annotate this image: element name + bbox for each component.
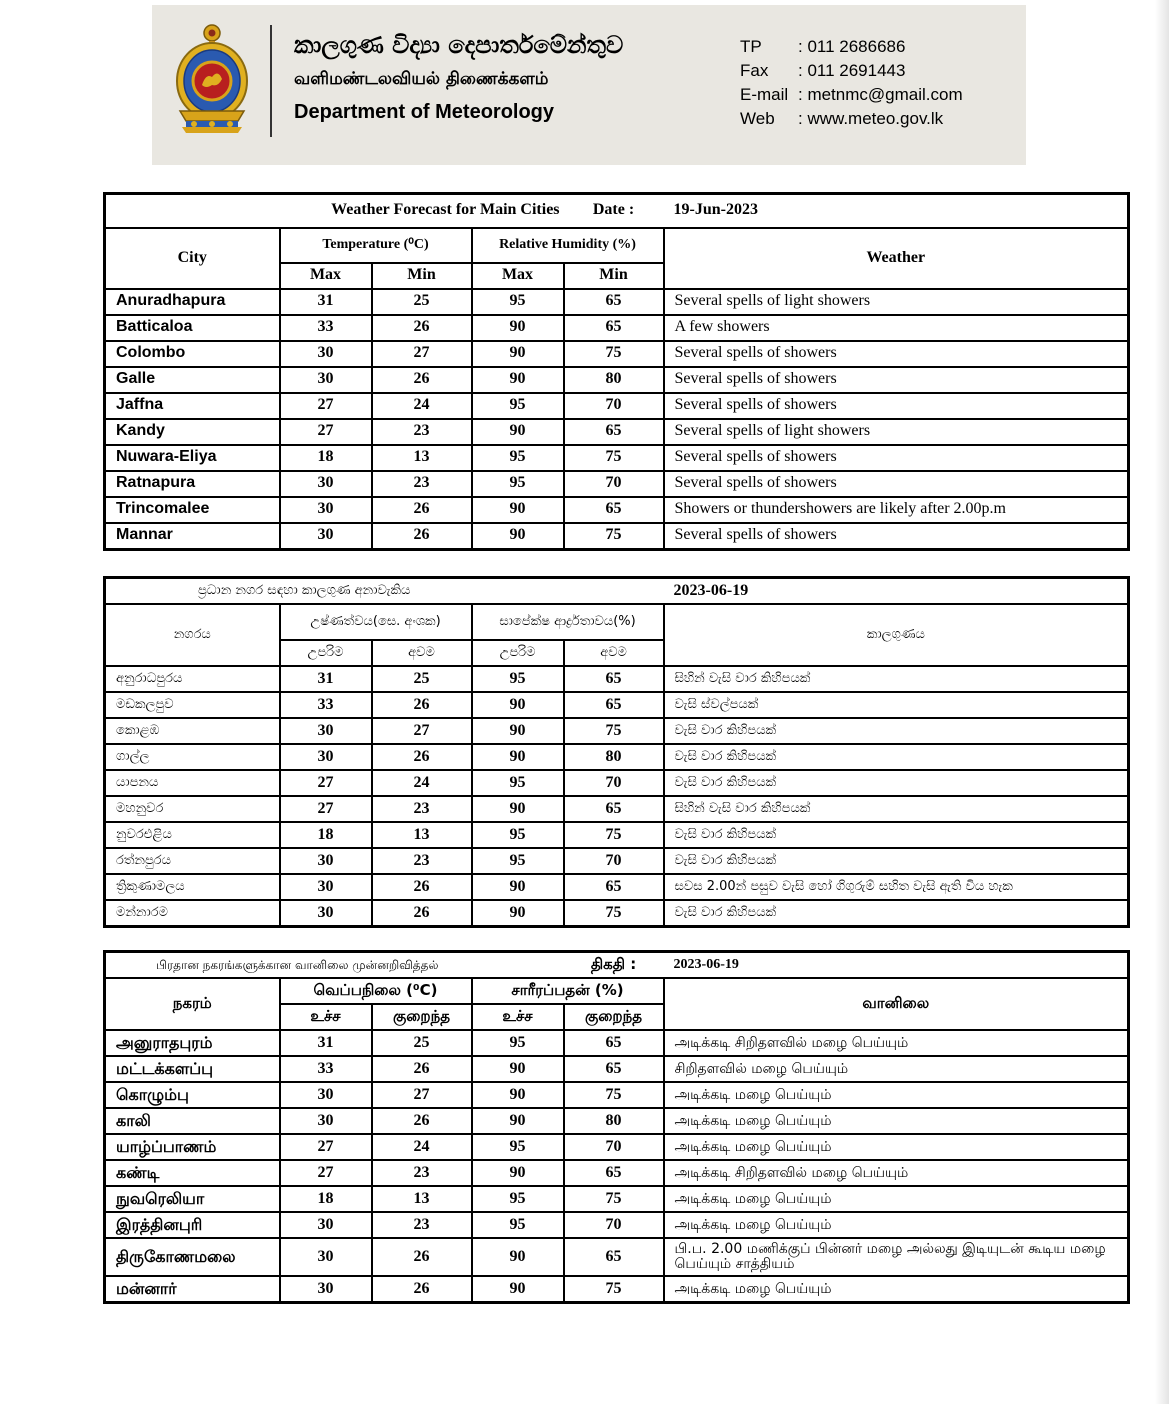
temp-min-cell: 23: [372, 848, 472, 874]
table-row: [105, 1134, 1129, 1160]
humidity-min-cell: 65: [564, 315, 664, 341]
col-header-rh-min: අවම: [564, 640, 664, 666]
temp-max-cell: 31: [280, 666, 372, 692]
humidity-min-cell: 80: [564, 1108, 664, 1134]
weather-cell: Several spells of light showers: [664, 419, 1129, 445]
humidity-max-cell: 90: [472, 1082, 564, 1108]
date-label: திகதி :: [564, 952, 664, 979]
table-row: [105, 848, 1129, 874]
humidity-max-cell: 90: [472, 367, 564, 393]
department-name-sinhala: කාලගුණ විද්‍යා දෙපාර්තමේන්තුව: [294, 31, 624, 59]
temp-min-cell: 26: [372, 523, 472, 550]
forecast-table-tamil: [103, 950, 1130, 1304]
col-header-temp-max: Max: [280, 263, 372, 289]
temp-min-cell: 27: [372, 1082, 472, 1108]
weather-cell: அடிக்கடி மழை பெய்யும்: [664, 1082, 1129, 1108]
humidity-min-cell: 75: [564, 341, 664, 367]
humidity-max-cell: 95: [472, 1030, 564, 1056]
humidity-max-cell: 95: [472, 445, 564, 471]
temp-min-cell: 24: [372, 770, 472, 796]
humidity-min-cell: 75: [564, 1082, 664, 1108]
weather-cell: அடிக்கடி மழை பெய்யும்: [664, 1134, 1129, 1160]
humidity-max-cell: 90: [472, 900, 564, 927]
contact-label: E-mail: [740, 85, 789, 104]
city-cell: Jaffna: [105, 393, 280, 419]
contact-web: [740, 107, 963, 131]
temp-max-cell: 33: [280, 692, 372, 718]
temp-max-cell: 33: [280, 1056, 372, 1082]
temp-max-cell: 30: [280, 1108, 372, 1134]
humidity-max-cell: 90: [472, 718, 564, 744]
humidity-max-cell: 95: [472, 393, 564, 419]
humidity-min-cell: 70: [564, 770, 664, 796]
city-cell: ගාල්ල: [105, 744, 280, 770]
city-cell: යාපනය: [105, 770, 280, 796]
col-header-city: நகரம்: [105, 978, 280, 1030]
city-cell: Trincomalee: [105, 497, 280, 523]
contact-phone: [740, 35, 963, 59]
city-cell: Mannar: [105, 523, 280, 550]
page-edge-shadow: [1155, 0, 1169, 1404]
humidity-min-cell: 70: [564, 1212, 664, 1238]
city-cell: මහනුවර: [105, 796, 280, 822]
humidity-max-cell: 90: [472, 315, 564, 341]
temp-min-cell: 26: [372, 1238, 472, 1276]
weather-cell: Several spells of light showers: [664, 289, 1129, 315]
temp-max-cell: 33: [280, 315, 372, 341]
humidity-min-cell: 75: [564, 1186, 664, 1212]
contact-value[interactable]: : metnmc@gmail.com: [798, 85, 963, 104]
table-row: [105, 341, 1129, 367]
temp-min-cell: 26: [372, 874, 472, 900]
table-row: [105, 744, 1129, 770]
weather-cell: වැසි වාර කිහිපයක්: [664, 848, 1129, 874]
col-header-humidity: Relative Humidity (%): [472, 228, 664, 263]
humidity-max-cell: 95: [472, 848, 564, 874]
col-header-temp-max: உச்ச: [280, 1004, 372, 1030]
department-name-tamil: வளிமண்டலவியல் திணைக்களம்: [294, 69, 549, 89]
table-row: [105, 523, 1129, 550]
humidity-max-cell: 90: [472, 744, 564, 770]
city-cell: கண்டி: [105, 1160, 280, 1186]
temp-min-cell: 13: [372, 822, 472, 848]
humidity-min-cell: 65: [564, 1160, 664, 1186]
temp-max-cell: 30: [280, 874, 372, 900]
col-header-weather: කාලගුණය: [664, 604, 1129, 666]
city-cell: රත්නපුරය: [105, 848, 280, 874]
contact-value: : 011 2691443: [798, 61, 906, 80]
temp-max-cell: 30: [280, 1238, 372, 1276]
weather-cell: அடிக்கடி சிறிதளவில் மழை பெய்யும்: [664, 1030, 1129, 1056]
city-cell: Batticaloa: [105, 315, 280, 341]
humidity-max-cell: 90: [472, 1276, 564, 1303]
temp-max-cell: 30: [280, 497, 372, 523]
humidity-max-cell: 90: [472, 796, 564, 822]
humidity-min-cell: 75: [564, 718, 664, 744]
table-row: [105, 1160, 1129, 1186]
table-row: [105, 1056, 1129, 1082]
temp-min-cell: 25: [372, 666, 472, 692]
weather-cell: Showers or thundershowers are likely after 2.00p.m: [664, 497, 1129, 523]
weather-cell: වැසි වාර කිහිපයක්: [664, 770, 1129, 796]
weather-cell: அடிக்கடி மழை பெய்யும்: [664, 1212, 1129, 1238]
col-header-temperature: උෂ්ණත්වය(සෙ. අංශක): [280, 604, 472, 640]
city-cell: யாழ்ப்பாணம்: [105, 1134, 280, 1160]
table-row: [105, 1108, 1129, 1134]
table-row: [105, 1238, 1129, 1276]
col-header-weather: Weather: [664, 228, 1129, 289]
humidity-min-cell: 70: [564, 393, 664, 419]
col-header-city: City: [105, 228, 280, 289]
col-header-temp-min: අවම: [372, 640, 472, 666]
emblem-logo: [172, 23, 252, 135]
col-header-rh-max: උපරිම: [472, 640, 564, 666]
temp-max-cell: 30: [280, 848, 372, 874]
humidity-min-cell: 80: [564, 367, 664, 393]
temp-min-cell: 23: [372, 419, 472, 445]
city-cell: කොළඹ: [105, 718, 280, 744]
city-cell: அனுராதபுரம்: [105, 1030, 280, 1056]
humidity-min-cell: 75: [564, 523, 664, 550]
table-row: [105, 770, 1129, 796]
city-cell: மட்டக்களப்பு: [105, 1056, 280, 1082]
table-row: [105, 874, 1129, 900]
humidity-min-cell: 65: [564, 497, 664, 523]
humidity-max-cell: 90: [472, 692, 564, 718]
weather-cell: වැසි වාර කිහිපයක්: [664, 718, 1129, 744]
city-cell: Colombo: [105, 341, 280, 367]
contact-label: TP: [740, 37, 762, 56]
forecast-table-sinhala: [103, 576, 1130, 928]
table-row: [105, 419, 1129, 445]
temp-max-cell: 30: [280, 744, 372, 770]
table-row: [105, 497, 1129, 523]
table-row: [105, 1082, 1129, 1108]
humidity-max-cell: 95: [472, 770, 564, 796]
table-row: [105, 692, 1129, 718]
humidity-min-cell: 70: [564, 1134, 664, 1160]
department-name-english: Department of Meteorology: [294, 101, 555, 123]
city-cell: මන්නාරම: [105, 900, 280, 927]
table-row: [105, 445, 1129, 471]
col-header-temp-max: උපරිම: [280, 640, 372, 666]
temp-min-cell: 13: [372, 445, 472, 471]
city-cell: மன்னார்: [105, 1276, 280, 1303]
table-body: [105, 289, 1129, 550]
temp-max-cell: 30: [280, 1276, 372, 1303]
contact-email: [740, 83, 963, 107]
forecast-date: 19-Jun-2023: [664, 194, 1129, 228]
humidity-min-cell: 65: [564, 289, 664, 315]
city-cell: Kandy: [105, 419, 280, 445]
humidity-min-cell: 75: [564, 822, 664, 848]
city-cell: இரத்தினபுரி: [105, 1212, 280, 1238]
table-row: [105, 315, 1129, 341]
temp-min-cell: 25: [372, 289, 472, 315]
temp-min-cell: 27: [372, 341, 472, 367]
city-cell: திருகோணமலை: [105, 1238, 280, 1276]
weather-cell: Several spells of showers: [664, 471, 1129, 497]
weather-cell: වැසි වාර කිහිපයක්: [664, 744, 1129, 770]
humidity-min-cell: 65: [564, 692, 664, 718]
weather-cell: சிறிதளவில் மழை பெய்யும்: [664, 1056, 1129, 1082]
temp-max-cell: 31: [280, 1030, 372, 1056]
temp-max-cell: 27: [280, 393, 372, 419]
table-row: [105, 796, 1129, 822]
humidity-min-cell: 75: [564, 1276, 664, 1303]
city-cell: මඩකලපුව: [105, 692, 280, 718]
weather-cell: A few showers: [664, 315, 1129, 341]
city-cell: නුවරඑළිය: [105, 822, 280, 848]
temp-min-cell: 23: [372, 1212, 472, 1238]
table-row: [105, 471, 1129, 497]
temp-max-cell: 30: [280, 900, 372, 927]
col-header-temperature: Temperature (⁰C): [280, 228, 472, 263]
temp-max-cell: 27: [280, 419, 372, 445]
city-cell: අනුරාධපුරය: [105, 666, 280, 692]
temp-max-cell: 27: [280, 1134, 372, 1160]
city-cell: Ratnapura: [105, 471, 280, 497]
temp-min-cell: 24: [372, 1134, 472, 1160]
table-row: [105, 289, 1129, 315]
humidity-min-cell: 65: [564, 874, 664, 900]
temp-max-cell: 30: [280, 471, 372, 497]
weather-cell: Several spells of showers: [664, 341, 1129, 367]
humidity-max-cell: 95: [472, 289, 564, 315]
contact-value: : 011 2686686: [798, 37, 906, 56]
table-row: [105, 1186, 1129, 1212]
col-header-rh-max: Max: [472, 263, 564, 289]
contact-label: Fax: [740, 61, 769, 80]
contact-value[interactable]: : www.meteo.gov.lk: [798, 109, 944, 128]
city-cell: ත්‍රිකුණාමලය: [105, 874, 280, 900]
temp-min-cell: 26: [372, 367, 472, 393]
city-cell: நுவரெலியா: [105, 1186, 280, 1212]
humidity-min-cell: 65: [564, 1238, 664, 1276]
weather-cell: සිහින් වැසි වාර කිහිපයක්: [664, 666, 1129, 692]
humidity-max-cell: 90: [472, 1238, 564, 1276]
temp-min-cell: 23: [372, 796, 472, 822]
table-row: [105, 367, 1129, 393]
weather-cell: වැසි වාර කිහිපයක්: [664, 822, 1129, 848]
letterhead: [152, 5, 1026, 165]
table-row: [105, 393, 1129, 419]
humidity-max-cell: 90: [472, 523, 564, 550]
temp-min-cell: 26: [372, 315, 472, 341]
city-cell: காலி: [105, 1108, 280, 1134]
temp-max-cell: 30: [280, 718, 372, 744]
city-cell: Nuwara-Eliya: [105, 445, 280, 471]
weather-cell: அடிக்கடி மழை பெய்யும்: [664, 1108, 1129, 1134]
humidity-max-cell: 95: [472, 1212, 564, 1238]
date-label: Date :: [564, 194, 664, 228]
temp-max-cell: 18: [280, 822, 372, 848]
contact-label: Web: [740, 109, 775, 128]
humidity-max-cell: 90: [472, 874, 564, 900]
weather-cell: Several spells of showers: [664, 393, 1129, 419]
temp-max-cell: 27: [280, 796, 372, 822]
contact-fax: [740, 59, 963, 83]
humidity-min-cell: 75: [564, 900, 664, 927]
col-header-rh-min: குறைந்த: [564, 1004, 664, 1030]
table-title: பிரதான நகரங்களுக்கான வானிலை முன்னறிவித்தல்: [105, 952, 564, 979]
col-header-rh-max: உச்ச: [472, 1004, 564, 1030]
table-body: [105, 1030, 1129, 1303]
humidity-min-cell: 80: [564, 744, 664, 770]
col-header-humidity: සාපේක්ෂ ආර්ද්‍රතාවය(%): [472, 604, 664, 640]
header-divider: [270, 25, 272, 137]
temp-min-cell: 26: [372, 900, 472, 927]
weather-cell: Several spells of showers: [664, 445, 1129, 471]
table-row: [105, 718, 1129, 744]
temp-max-cell: 27: [280, 770, 372, 796]
temp-max-cell: 27: [280, 1160, 372, 1186]
col-header-rh-min: Min: [564, 263, 664, 289]
temp-min-cell: 26: [372, 692, 472, 718]
temp-min-cell: 26: [372, 1276, 472, 1303]
col-header-temp-min: Min: [372, 263, 472, 289]
weather-cell: அடிக்கடி சிறிதளவில் மழை பெய்யும்: [664, 1160, 1129, 1186]
forecast-date: 2023-06-19: [664, 952, 1129, 979]
table-row: [105, 666, 1129, 692]
table-row: [105, 822, 1129, 848]
weather-cell: அடிக்கடி மழை பெய்யும்: [664, 1186, 1129, 1212]
humidity-min-cell: 75: [564, 445, 664, 471]
temp-min-cell: 26: [372, 1056, 472, 1082]
temp-max-cell: 30: [280, 523, 372, 550]
temp-max-cell: 30: [280, 341, 372, 367]
temp-min-cell: 23: [372, 471, 472, 497]
humidity-max-cell: 95: [472, 666, 564, 692]
humidity-max-cell: 90: [472, 1056, 564, 1082]
humidity-max-cell: 95: [472, 1186, 564, 1212]
humidity-min-cell: 65: [564, 419, 664, 445]
temp-min-cell: 27: [372, 718, 472, 744]
humidity-max-cell: 95: [472, 1134, 564, 1160]
col-header-temperature: வெப்பநிலை (⁰C): [280, 978, 472, 1004]
temp-max-cell: 30: [280, 367, 372, 393]
temp-max-cell: 31: [280, 289, 372, 315]
weather-cell: Several spells of showers: [664, 523, 1129, 550]
city-cell: Anuradhapura: [105, 289, 280, 315]
temp-min-cell: 23: [372, 1160, 472, 1186]
forecast-date: 2023-06-19: [664, 578, 1129, 605]
weather-cell: සිහින් වැසි වාර කිහිපයක්: [664, 796, 1129, 822]
humidity-max-cell: 90: [472, 1108, 564, 1134]
table-row: [105, 900, 1129, 927]
temp-min-cell: 26: [372, 497, 472, 523]
temp-min-cell: 13: [372, 1186, 472, 1212]
humidity-min-cell: 70: [564, 471, 664, 497]
weather-cell: වැසි වාර කිහිපයක්: [664, 900, 1129, 927]
col-header-humidity: சாரீரப்பதன் (%): [472, 978, 664, 1004]
contact-details: [740, 35, 963, 131]
weather-cell: Several spells of showers: [664, 367, 1129, 393]
temp-min-cell: 24: [372, 393, 472, 419]
city-cell: Galle: [105, 367, 280, 393]
humidity-max-cell: 95: [472, 471, 564, 497]
col-header-temp-min: குறைந்த: [372, 1004, 472, 1030]
temp-min-cell: 25: [372, 1030, 472, 1056]
humidity-max-cell: 90: [472, 1160, 564, 1186]
temp-max-cell: 18: [280, 1186, 372, 1212]
table-title: ප්‍රධාන නගර සඳහා කාලගුණ අනාවැකිය: [105, 578, 564, 605]
humidity-max-cell: 90: [472, 419, 564, 445]
humidity-max-cell: 95: [472, 822, 564, 848]
table-title: Weather Forecast for Main Cities: [105, 194, 564, 228]
weather-cell: සවස 2.00න් පසුව වැසි හෝ ගිගුරුම් සහිත වැසි ඇති විය හැක: [664, 874, 1129, 900]
weather-cell: அடிக்கடி மழை பெய்யும்: [664, 1276, 1129, 1303]
humidity-min-cell: 65: [564, 1056, 664, 1082]
city-cell: கொழும்பு: [105, 1082, 280, 1108]
temp-min-cell: 26: [372, 1108, 472, 1134]
col-header-city: නගරය: [105, 604, 280, 666]
table-body: [105, 666, 1129, 927]
weather-cell: பி.ப. 2.00 மணிக்குப் பின்னர் மழை அல்லது இடியுடன் கூடிய மழை பெய்யும் சாத்தியம்: [664, 1238, 1129, 1276]
humidity-min-cell: 65: [564, 796, 664, 822]
temp-min-cell: 26: [372, 744, 472, 770]
forecast-table-english: [103, 192, 1130, 551]
temp-max-cell: 18: [280, 445, 372, 471]
table-row: [105, 1276, 1129, 1303]
humidity-min-cell: 65: [564, 1030, 664, 1056]
humidity-min-cell: 65: [564, 666, 664, 692]
temp-max-cell: 30: [280, 1212, 372, 1238]
humidity-max-cell: 90: [472, 497, 564, 523]
table-row: [105, 1030, 1129, 1056]
col-header-weather: வானிலை: [664, 978, 1129, 1030]
weather-cell: වැසි ස්වල්පයක්: [664, 692, 1129, 718]
department-names: [294, 31, 623, 124]
temp-max-cell: 30: [280, 1082, 372, 1108]
humidity-max-cell: 90: [472, 341, 564, 367]
table-row: [105, 1212, 1129, 1238]
humidity-min-cell: 70: [564, 848, 664, 874]
